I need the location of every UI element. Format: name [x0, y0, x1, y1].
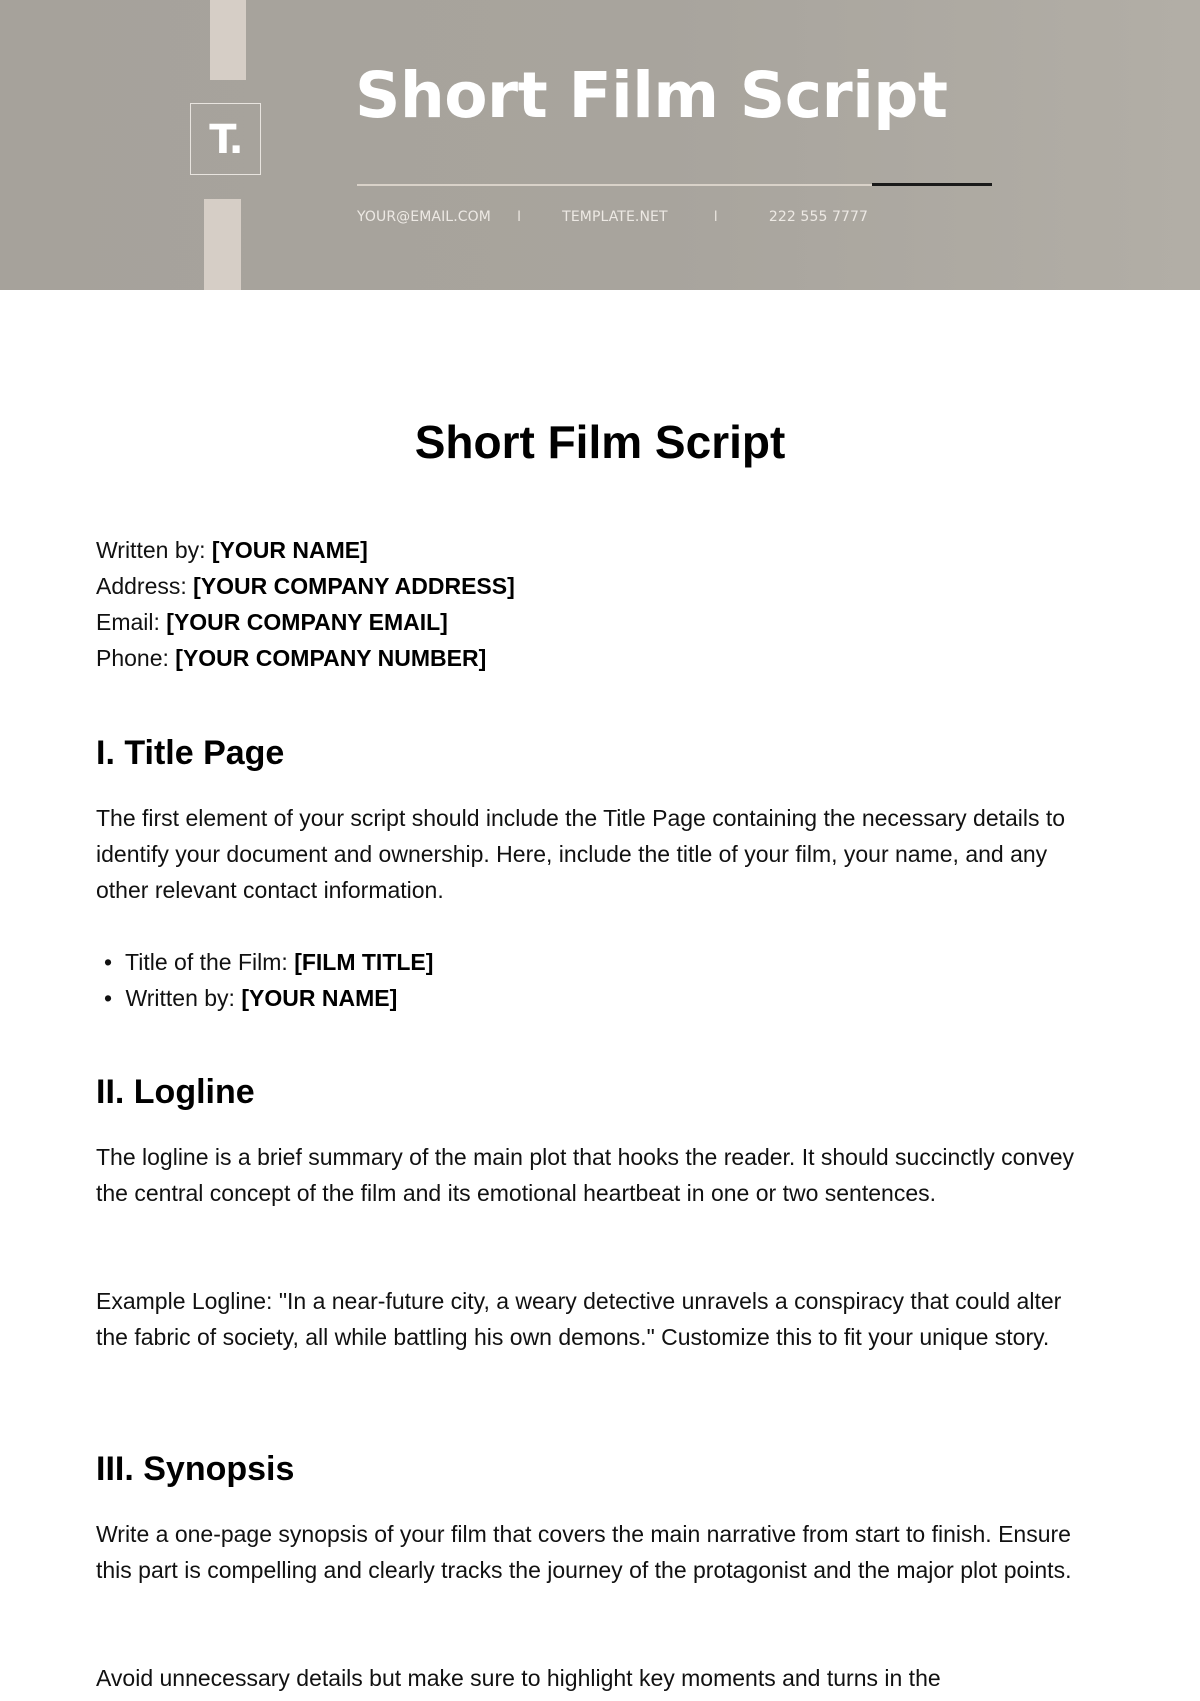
author-info [96, 532, 515, 676]
contact-separator: I [516, 209, 522, 225]
logo [190, 103, 261, 175]
info-label: Email: [96, 609, 160, 635]
header-contact [357, 209, 868, 225]
contact-phone: 222 555 7777 [768, 209, 869, 225]
info-written-by [96, 532, 515, 568]
header-title: Short Film Script [355, 59, 948, 132]
bullet-item [104, 944, 433, 980]
header-divider-dark [872, 183, 992, 186]
info-label: Written by: [96, 537, 206, 563]
info-value: [YOUR NAME] [211, 537, 368, 563]
section-paragraph: Example Logline: "In a near-future city, a weary detective unravels a conspiracy that could alter the fabric of society, all while battling his own demons." Customize this to fit your unique story. [96, 1288, 1062, 1350]
contact-email[interactable]: YOUR@EMAIL.COM [357, 209, 491, 225]
bullet-label: Title of the Film: [125, 949, 288, 975]
title-page-bullets [104, 944, 433, 1016]
page-header [0, 0, 1200, 290]
info-value: [YOUR COMPANY ADDRESS] [193, 573, 515, 599]
info-address [96, 568, 515, 604]
decorative-bar-bottom [204, 199, 241, 290]
header-divider-light [357, 184, 872, 186]
document-title: Short Film Script [414, 416, 786, 468]
section-heading-title-page: I. Title Page [96, 734, 285, 772]
contact-separator: I [713, 209, 718, 225]
bullet-label: Written by: [125, 985, 235, 1011]
section-heading-synopsis: III. Synopsis [96, 1450, 295, 1488]
info-email [96, 604, 515, 640]
bullet-value: [YOUR NAME] [241, 985, 398, 1011]
decorative-bar-top [210, 0, 246, 80]
section-paragraph: Avoid unnecessary details but make sure to highlight key moments and turns in the [96, 1665, 941, 1691]
section-paragraph: The logline is a brief summary of the main plot that hooks the reader. It should succinctly convey the central concept of the film and its emotional heartbeat in one or two sentences. [96, 1144, 1074, 1206]
contact-website[interactable]: TEMPLATE.NET [562, 209, 668, 225]
info-label: Phone: [96, 645, 169, 671]
info-value: [YOUR COMPANY NUMBER] [175, 645, 487, 671]
info-phone [96, 640, 515, 676]
section-paragraph: Write a one-page synopsis of your film that covers the main narrative from start to finish. Ensure this part is compelling and clearly tracks the journey of the protagonist and the major plot points. [96, 1521, 1072, 1583]
info-value: [YOUR COMPANY EMAIL] [166, 609, 448, 635]
info-label: Address: [96, 573, 187, 599]
section-paragraph: The first element of your script should include the Title Page containing the necessary details to identify your document and ownership. Here, include the title of your film, your name, and any other relevant contact information. [96, 805, 1066, 903]
bullet-value: [FILM TITLE] [294, 949, 434, 975]
logo-t-icon: T. [209, 117, 242, 163]
section-heading-logline: II. Logline [96, 1073, 255, 1111]
bullet-item [104, 980, 433, 1016]
